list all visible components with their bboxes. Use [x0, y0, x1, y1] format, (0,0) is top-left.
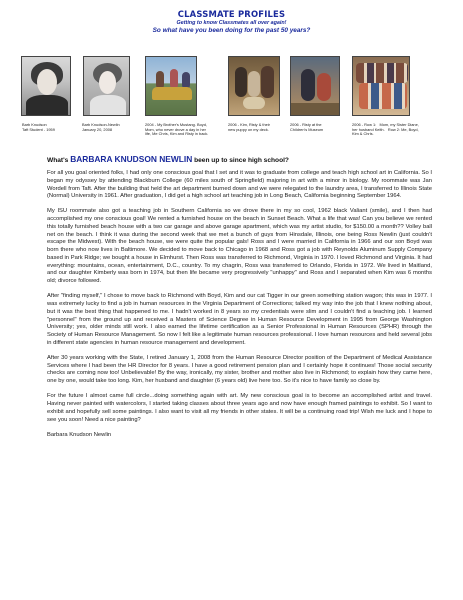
- paragraph: After 30 years working with the State, I retired January 1, 2008 from the Human Resource Director position of the Department of Medical Assistance Services where I had been the HR Director for 8 years. I have a good retirement pension plan and I certainly hope it continues! Those social security checks are coming now too! Unbelievable! By the way, ironically, my sister, brother and mother also live in Richmond; to explain how they came here, one by one, would take too long. Kim, her husband and daughter (6 years old) live here too. So it's nice to have family so close by.: [47, 354, 432, 385]
- family-car-photo: [145, 56, 197, 116]
- classmate-name: BARBARA KNUDSON NEWLIN: [70, 154, 193, 164]
- photo-caption: 2006 - Risty at the Children's Museum: [290, 122, 324, 132]
- portrait-photo: [83, 56, 130, 116]
- photo-caption: 2006 - Row 1: Mom, my Sister Diane, her husband Keith. Row 2: Me, Boyd, Kim & Chris.: [352, 122, 419, 137]
- photo-caption: 2006 - Kim, Risty & their new puppy on my deck.: [228, 122, 270, 132]
- article-body: [47, 170, 432, 439]
- photo-caption: 2004 - My Brother's Mustang. Boyd, Mom, who never drove a day in her life, Me Chris, Kim and Risty in back.: [145, 122, 209, 137]
- paragraph: For the future I almost came full circle...doing something again with art. My new conscious goal is to become an accomplished artist and travel. Having never painted with watercolors, I started taking classes about three years ago and now have enough framed paintings to exhibit. So I want to exhibit and hopefully sell some paintings. I also want to visit all my friends in other states. It will be a continuing road trip! Wish me luck and I hope to see you soon! Need a nice painting?: [47, 393, 432, 423]
- paragraph: For all you goal oriented folks, I had only one conscious goal that I set and it was to graduate from college and teach high school art in California. So I began my odyssey by attending Blackburn College (60 miles south of Springfield) majoring in art with a minor in biology. My roommate was Jan Wordell from Taft. After the building that held the art department burned down and we were relegated to the laundry area, I transferred to Illinois State (Normal) University in 1961. After graduation, I did get a high school art teaching job in Long Beach, California beginning September 1964.: [47, 170, 432, 200]
- photo-strip: [0, 56, 463, 146]
- museum-photo: [290, 56, 340, 116]
- heading-suffix: been up to since high school?: [192, 157, 289, 164]
- photo-caption: Barb Knudson-Newlin January 20, 2008: [82, 122, 120, 132]
- paragraph: After "finding myself," I chose to move back to Richmond with Boyd, Kim and our cat Tigger in our green something station wagon; this was in 1977. I was extremely lucky to find a job in human resources in the Virginia Department of Corrections; talked my way into the job that I knew nothing about, but it was the best thing that happened to me. I hadn't worked in 8 years so my credentials were slim and I couldn't find a teaching job. I learned "personnel" from the ground up and received a Masters of Science Degree in Human Resource Development in 1995 from George Washington University; yes, older minds still work. I also earned the lifetime certification as a Senior Professional in Human Resources (SPHR) through the Society of Human Resource Management. So now I felt like a legitimate human resources professional. I love human resources and held several jobs in different state agencies in human resource management and development.: [47, 293, 432, 346]
- page-tagline: So what have you been doing for the past 50 years?: [152, 27, 311, 34]
- portrait-photo: [21, 56, 71, 116]
- paragraph: My ISU roommate also got a teaching job in Southern California so we drove there in my so cool, 1962 black Valiant (smile), and I then had accomplished my one conscious goal! We rented a furnished house on the beach in Sunset Beach. What a life that was! Can you believe we rented this totally furnished beach house with a two car garage and above garage apartment, which was my artist studio, for $150.00 a month?? Volley ball net on the beach. I think it was during the second week that we met a bunch of guys from Hinsdale, Illinois, one being Ross Newlin (just couldn't escape the Midwest). With the beach house, we were quite the popular gals! Ross and I were married in California in 1966 and our son Boyd was born there who now lives in Baltimore. We decided to move back to Chicago in 1968 and Ross got a job with Reynolds Aluminum Supply Company based in Park Ridge; we bought a house in Elmhurst. Then Ross was transferred to Richmond, Virginia in 1970. I loved Richmond and Virginia. It had everything: mountains, ocean, entertainment, D.C., country. To my chagrin, Ross was transferred to Orlando, Florida in 1972. We lived in Maitland, and our daughter Kimberly was born in 1974, but then life became very progressively "unhappy" and Ross and I separated when Kim was 6 months old; divorce followed.: [47, 208, 432, 285]
- family-group-photo: [352, 56, 410, 116]
- photo-caption: Barb Knudson Taft Student - 1959: [22, 122, 55, 132]
- page-title: CLASSMATE PROFILES: [177, 9, 286, 19]
- signature: Barbara Knudson Newlin: [47, 431, 112, 438]
- family-puppy-photo: [228, 56, 280, 116]
- header: [0, 9, 463, 34]
- heading-prefix: What's: [47, 157, 71, 164]
- page-subtitle: Getting to know Classmates all over again!: [176, 20, 287, 26]
- article-heading: [47, 154, 289, 164]
